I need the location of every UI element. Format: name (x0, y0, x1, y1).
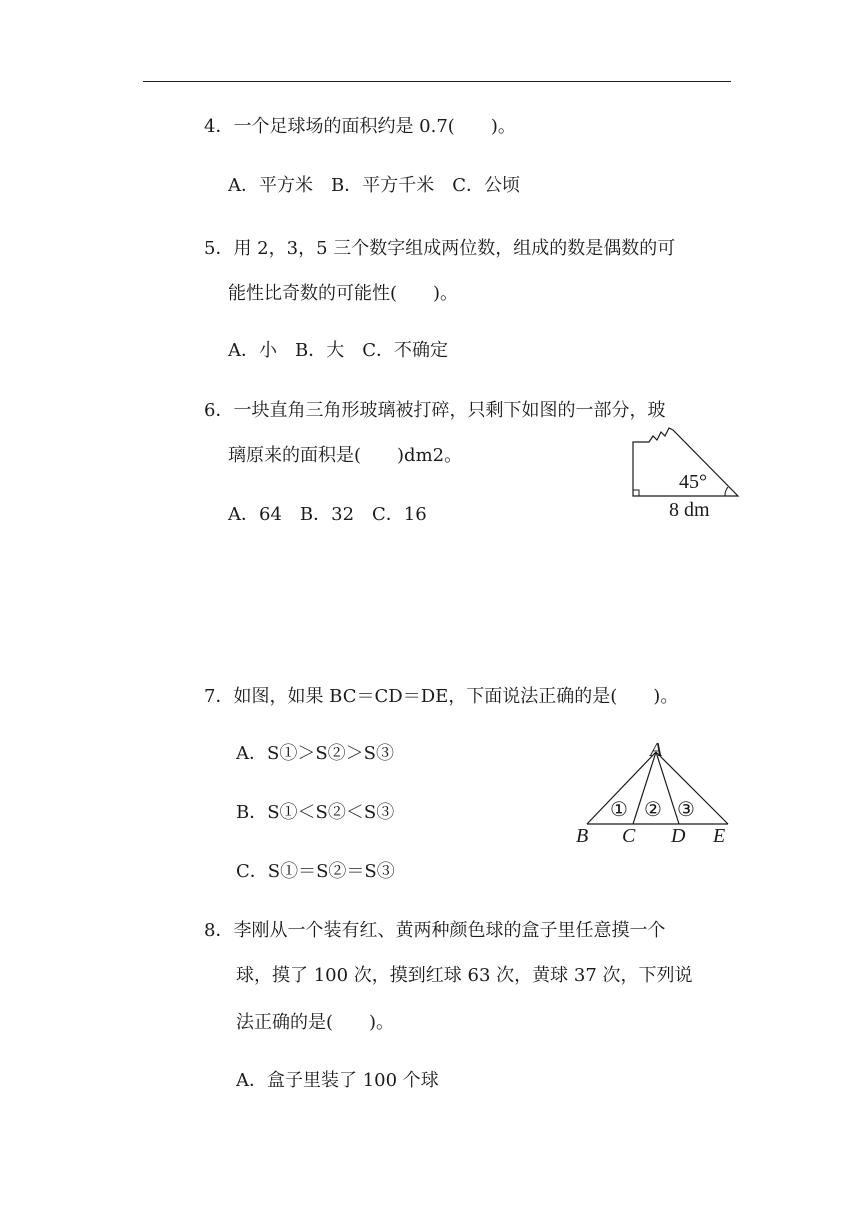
question-4-options: A．平方米 B．平方千米 C．公顷 (228, 175, 520, 196)
header-rule (143, 81, 731, 82)
question-6-stem-line1: 6．一块直角三角形玻璃被打碎，只剩下如图的一部分，玻 (204, 400, 666, 421)
label-c: C (622, 825, 636, 847)
triangle-abcde-figure (570, 738, 740, 850)
question-5-options: A．小 B．大 C．不确定 (228, 340, 448, 361)
question-6-stem-line2: 璃原来的面积是( )dm2。 (228, 445, 463, 466)
right-angle-mark (633, 490, 639, 496)
angle-label: 45° (679, 471, 707, 493)
label-b: B (576, 825, 589, 847)
question-4-stem: 4．一个足球场的面积约是 0.7( )。 (204, 116, 516, 137)
question-7-option-c: C．S①＝S②＝S③ (236, 861, 395, 882)
label-d: D (671, 825, 686, 847)
question-8-stem-line3: 法正确的是( )。 (236, 1012, 395, 1033)
region-1-label: ① (610, 799, 628, 821)
question-5-stem-line2: 能性比奇数的可能性( )。 (228, 283, 459, 304)
region-3-label: ③ (677, 799, 695, 821)
question-7-option-b: B．S①＜S②＜S③ (236, 802, 395, 823)
question-8-option-a: A．盒子里装了 100 个球 (236, 1070, 439, 1091)
question-7-option-a: A．S①＞S②＞S③ (236, 743, 394, 764)
label-e: E (713, 825, 726, 847)
angle-arc (725, 487, 728, 496)
question-7-stem: 7．如图，如果 BC＝CD＝DE，下面说法正确的是( )。 (204, 686, 679, 707)
question-8-stem-line2: 球，摸了 100 次，摸到红球 63 次，黄球 37 次，下列说 (236, 965, 693, 986)
question-8-stem-line1: 8．李刚从一个装有红、黄两种颜色球的盒子里任意摸一个 (204, 920, 666, 941)
base-label: 8 dm (669, 499, 710, 521)
region-2-label: ② (644, 799, 662, 821)
broken-triangle-figure (625, 420, 745, 525)
question-5-stem-line1: 5．用 2，3，5 三个数字组成两位数，组成的数是偶数的可 (204, 238, 676, 259)
question-6-options: A．64 B．32 C．16 (228, 504, 427, 525)
label-a: A (650, 739, 663, 761)
